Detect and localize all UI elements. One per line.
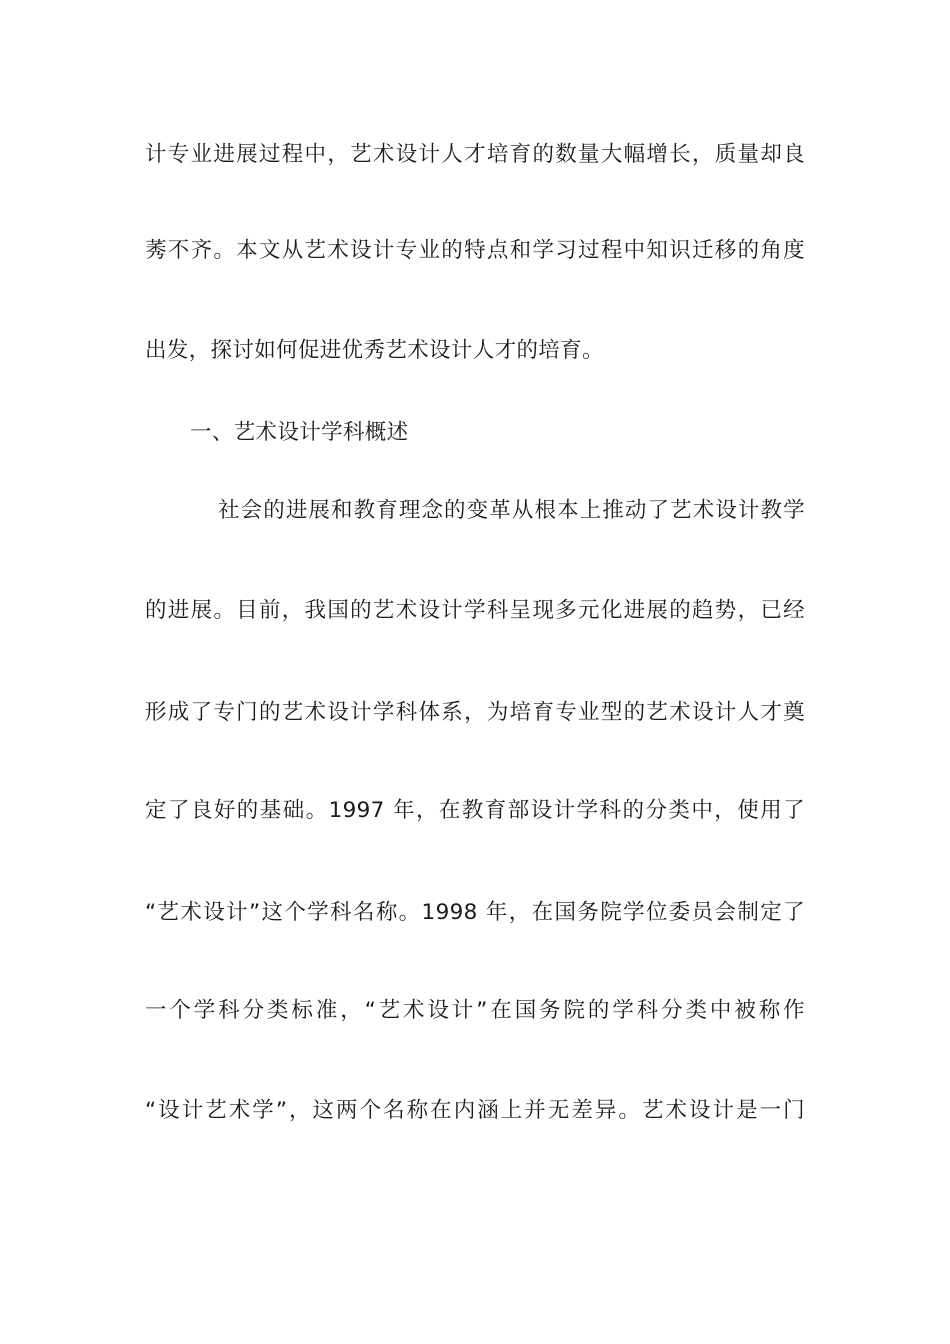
section-heading: 一、艺术设计学科概述: [190, 420, 409, 445]
paragraph-line: 社会的进展和教育理念的变革从根本上推动了艺术设计教学: [218, 498, 805, 523]
paragraph-line: 出发，探讨如何促进优秀艺术设计人才的培育。: [145, 338, 604, 363]
paragraph-line: 的进展。目前，我国的艺术设计学科呈现多元化进展的趋势，已经: [145, 598, 805, 623]
paragraph-line: 形成了专门的艺术设计学科体系，为培育专业型的艺术设计人才奠: [145, 700, 805, 725]
paragraph-line: 计专业进展过程中，艺术设计人才培育的数量大幅增长，质量却良: [145, 142, 805, 167]
paragraph-line: 定了良好的基础。1997 年，在教育部设计学科的分类中，使用了: [145, 798, 805, 823]
paragraph-line: 莠不齐。本文从艺术设计专业的特点和学习过程中知识迁移的角度: [145, 238, 805, 263]
paragraph-line: “设计艺术学”，这两个名称在内涵上并无差异。艺术设计是一门: [145, 1098, 805, 1123]
paragraph-line: 一个学科分类标准，“艺术设计”在国务院的学科分类中被称作: [145, 998, 805, 1023]
paragraph-line: “艺术设计”这个学科名称。1998 年，在国务院学位委员会制定了: [145, 900, 805, 925]
